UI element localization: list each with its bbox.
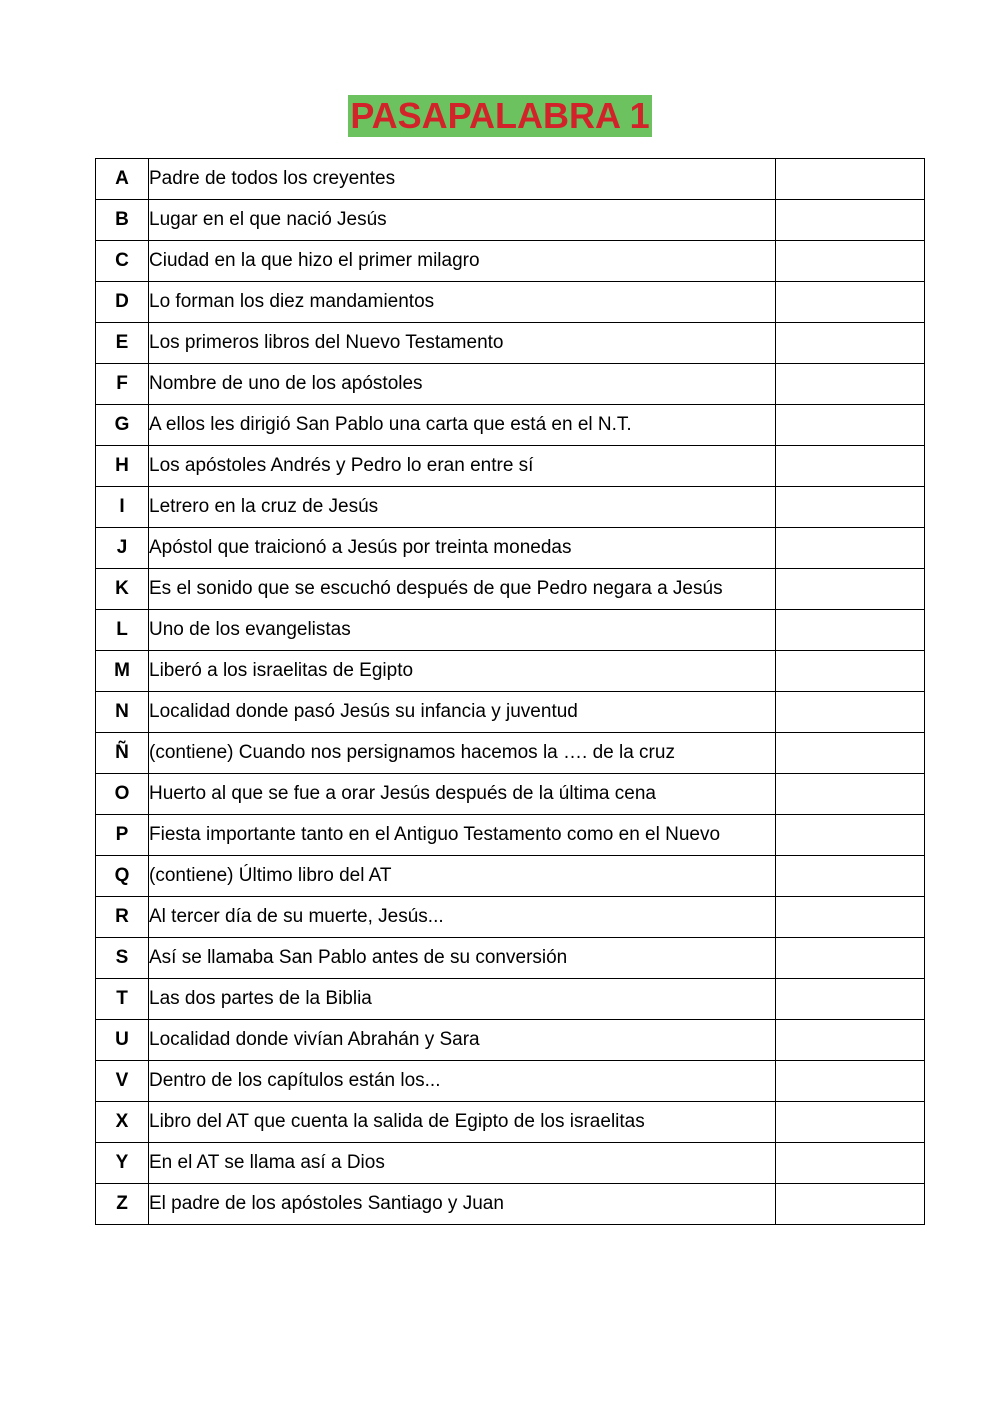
row-clue: Liberó a los israelitas de Egipto xyxy=(149,651,776,692)
row-clue: El padre de los apóstoles Santiago y Juan xyxy=(149,1184,776,1225)
row-clue: Los apóstoles Andrés y Pedro lo eran entre sí xyxy=(149,446,776,487)
answer-cell[interactable] xyxy=(776,856,925,897)
row-clue: Letrero en la cruz de Jesús xyxy=(149,487,776,528)
row-letter: S xyxy=(96,938,149,979)
answer-cell[interactable] xyxy=(776,446,925,487)
row-letter: C xyxy=(96,241,149,282)
answer-cell[interactable] xyxy=(776,979,925,1020)
table-row xyxy=(96,856,925,897)
row-letter: F xyxy=(96,364,149,405)
answer-cell[interactable] xyxy=(776,1102,925,1143)
answer-cell[interactable] xyxy=(776,651,925,692)
answer-cell[interactable] xyxy=(776,487,925,528)
table-row xyxy=(96,938,925,979)
row-letter: H xyxy=(96,446,149,487)
row-letter: A xyxy=(96,159,149,200)
row-clue: Uno de los evangelistas xyxy=(149,610,776,651)
table-row xyxy=(96,610,925,651)
table-row xyxy=(96,979,925,1020)
answer-cell[interactable] xyxy=(776,1143,925,1184)
table-row xyxy=(96,364,925,405)
answer-cell[interactable] xyxy=(776,241,925,282)
row-clue: Ciudad en la que hizo el primer milagro xyxy=(149,241,776,282)
row-letter: Q xyxy=(96,856,149,897)
answer-cell[interactable] xyxy=(776,159,925,200)
row-letter: R xyxy=(96,897,149,938)
row-clue: Dentro de los capítulos están los... xyxy=(149,1061,776,1102)
table-row xyxy=(96,1184,925,1225)
table-row xyxy=(96,651,925,692)
answer-cell[interactable] xyxy=(776,1061,925,1102)
table-row xyxy=(96,1020,925,1061)
table-row xyxy=(96,733,925,774)
answer-cell[interactable] xyxy=(776,569,925,610)
answer-cell[interactable] xyxy=(776,528,925,569)
row-letter: U xyxy=(96,1020,149,1061)
page-title: PASAPALABRA 1 xyxy=(350,95,650,136)
row-clue: En el AT se llama así a Dios xyxy=(149,1143,776,1184)
row-clue: Padre de todos los creyentes xyxy=(149,159,776,200)
row-letter: J xyxy=(96,528,149,569)
answer-cell[interactable] xyxy=(776,364,925,405)
row-clue: Localidad donde vivían Abrahán y Sara xyxy=(149,1020,776,1061)
row-clue: Apóstol que traicionó a Jesús por treinta monedas xyxy=(149,528,776,569)
row-clue: Nombre de uno de los apóstoles xyxy=(149,364,776,405)
table-row xyxy=(96,159,925,200)
row-letter: L xyxy=(96,610,149,651)
table-row xyxy=(96,1143,925,1184)
row-clue: Huerto al que se fue a orar Jesús después de la última cena xyxy=(149,774,776,815)
answer-cell[interactable] xyxy=(776,610,925,651)
row-letter: B xyxy=(96,200,149,241)
row-clue: (contiene) Último libro del AT xyxy=(149,856,776,897)
row-letter: K xyxy=(96,569,149,610)
answer-cell[interactable] xyxy=(776,938,925,979)
row-letter: T xyxy=(96,979,149,1020)
row-letter: Ñ xyxy=(96,733,149,774)
table-row xyxy=(96,200,925,241)
row-clue: Las dos partes de la Biblia xyxy=(149,979,776,1020)
table-row xyxy=(96,774,925,815)
row-clue: Lo forman los diez mandamientos xyxy=(149,282,776,323)
answer-cell[interactable] xyxy=(776,1020,925,1061)
answer-cell[interactable] xyxy=(776,282,925,323)
table-row xyxy=(96,282,925,323)
row-clue: Libro del AT que cuenta la salida de Egipto de los israelitas xyxy=(149,1102,776,1143)
row-letter: E xyxy=(96,323,149,364)
row-clue: Al tercer día de su muerte, Jesús... xyxy=(149,897,776,938)
row-letter: M xyxy=(96,651,149,692)
row-letter: Y xyxy=(96,1143,149,1184)
table-row xyxy=(96,323,925,364)
table-row xyxy=(96,405,925,446)
answer-cell[interactable] xyxy=(776,815,925,856)
answer-cell[interactable] xyxy=(776,774,925,815)
table-row xyxy=(96,815,925,856)
table-row xyxy=(96,241,925,282)
answer-cell[interactable] xyxy=(776,323,925,364)
table-row xyxy=(96,692,925,733)
quiz-table-body xyxy=(96,159,925,1225)
row-clue: Los primeros libros del Nuevo Testamento xyxy=(149,323,776,364)
row-letter: O xyxy=(96,774,149,815)
table-row xyxy=(96,1061,925,1102)
row-clue: A ellos les dirigió San Pablo una carta que está en el N.T. xyxy=(149,405,776,446)
answer-cell[interactable] xyxy=(776,692,925,733)
row-letter: X xyxy=(96,1102,149,1143)
row-letter: G xyxy=(96,405,149,446)
answer-cell[interactable] xyxy=(776,733,925,774)
table-row xyxy=(96,1102,925,1143)
table-row xyxy=(96,569,925,610)
title-container xyxy=(0,95,1000,137)
table-row xyxy=(96,446,925,487)
row-letter: N xyxy=(96,692,149,733)
answer-cell[interactable] xyxy=(776,1184,925,1225)
table-row xyxy=(96,487,925,528)
answer-cell[interactable] xyxy=(776,200,925,241)
row-clue: Localidad donde pasó Jesús su infancia y juventud xyxy=(149,692,776,733)
row-letter: D xyxy=(96,282,149,323)
row-letter: I xyxy=(96,487,149,528)
row-letter: P xyxy=(96,815,149,856)
table-row xyxy=(96,897,925,938)
row-clue: Fiesta importante tanto en el Antiguo Testamento como en el Nuevo xyxy=(149,815,776,856)
row-letter: Z xyxy=(96,1184,149,1225)
row-clue: Así se llamaba San Pablo antes de su conversión xyxy=(149,938,776,979)
table-row xyxy=(96,528,925,569)
answer-cell[interactable] xyxy=(776,897,925,938)
row-clue: (contiene) Cuando nos persignamos hacemos la …. de la cruz xyxy=(149,733,776,774)
answer-cell[interactable] xyxy=(776,405,925,446)
row-letter: V xyxy=(96,1061,149,1102)
row-clue: Lugar en el que nació Jesús xyxy=(149,200,776,241)
quiz-table xyxy=(95,158,925,1225)
row-clue: Es el sonido que se escuchó después de que Pedro negara a Jesús xyxy=(149,569,776,610)
